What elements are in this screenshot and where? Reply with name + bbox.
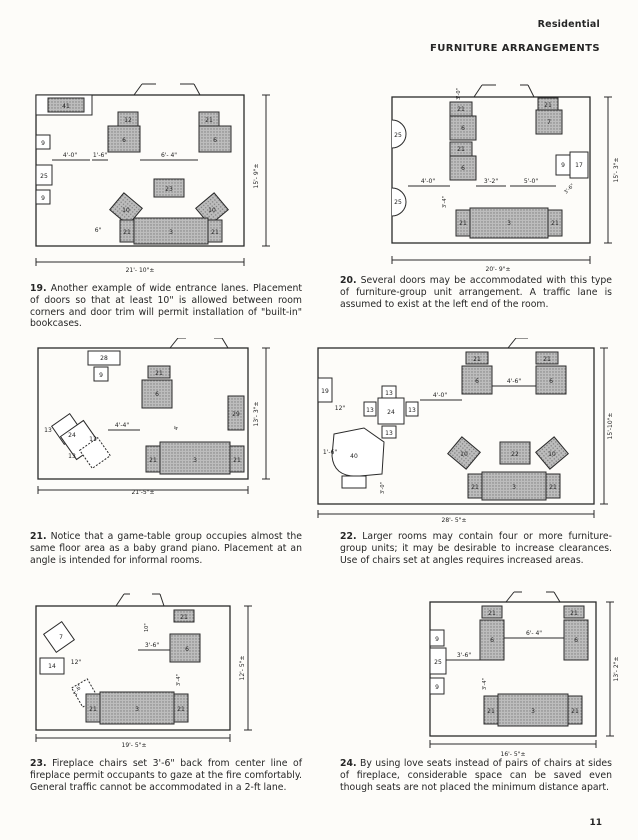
floor-plan-22 bbox=[312, 338, 618, 523]
svg-text:25: 25 bbox=[394, 199, 402, 206]
svg-text:6: 6 bbox=[574, 637, 578, 644]
svg-text:21: 21 bbox=[571, 708, 579, 715]
svg-text:12: 12 bbox=[124, 117, 132, 124]
svg-text:1'-6": 1'-6" bbox=[72, 683, 84, 697]
svg-text:12'- 5"±: 12'- 5"± bbox=[239, 655, 246, 681]
svg-text:20'- 9"±: 20'- 9"± bbox=[485, 266, 511, 273]
svg-text:29: 29 bbox=[232, 411, 240, 418]
svg-text:9: 9 bbox=[41, 140, 45, 147]
svg-text:23: 23 bbox=[165, 186, 173, 193]
section-label: Residential bbox=[537, 19, 600, 30]
svg-text:3'-6": 3'-6" bbox=[456, 652, 472, 659]
floor-plan-19 bbox=[30, 80, 280, 275]
svg-text:6: 6 bbox=[122, 137, 126, 144]
svg-text:9: 9 bbox=[561, 162, 565, 169]
caption-24: 24. By using love seats instead of pairs of chairs at sides of fireplace, considerable space can be saved even though seats are not placed the minimum distance apart. bbox=[340, 758, 612, 793]
svg-text:13: 13 bbox=[44, 427, 52, 434]
svg-text:21: 21 bbox=[544, 102, 552, 109]
svg-text:21: 21 bbox=[149, 457, 157, 464]
svg-text:6: 6 bbox=[185, 646, 189, 653]
svg-text:13'- 2"±: 13'- 2"± bbox=[613, 656, 620, 682]
svg-text:21: 21 bbox=[180, 614, 188, 621]
svg-text:3'-0": 3'-0" bbox=[380, 482, 386, 494]
svg-text:21'-5"±: 21'-5"± bbox=[131, 489, 155, 496]
caption-23: 23. Fireplace chairs set 3'-6" back from center line of fireplace permit occupants to gaze at the fire comfortably. General traffic cannot be accommodated in a 2-ft lane. bbox=[30, 758, 302, 793]
svg-text:15'- 9"±: 15'- 9"± bbox=[253, 163, 260, 189]
svg-text:19: 19 bbox=[321, 388, 329, 395]
svg-text:6'- 4": 6'- 4" bbox=[160, 152, 178, 159]
svg-text:3'-0": 3'-0" bbox=[456, 88, 462, 100]
svg-text:3'-4": 3'-4" bbox=[482, 678, 488, 690]
floor-plan-20 bbox=[388, 80, 620, 275]
svg-text:15'-10"±: 15'-10"± bbox=[607, 412, 614, 440]
svg-text:3'-6": 3'-6" bbox=[563, 182, 576, 196]
svg-text:28'- 5"±: 28'- 5"± bbox=[441, 517, 467, 523]
svg-text:4'-6": 4'-6" bbox=[506, 378, 522, 385]
svg-text:6: 6 bbox=[461, 165, 465, 172]
svg-text:13: 13 bbox=[89, 436, 97, 443]
svg-text:13: 13 bbox=[385, 430, 393, 437]
svg-text:12": 12" bbox=[334, 405, 346, 412]
svg-text:3: 3 bbox=[531, 708, 535, 715]
svg-text:21: 21 bbox=[551, 220, 559, 227]
page-title: FURNITURE ARRANGEMENTS bbox=[430, 43, 600, 54]
svg-text:13'- 3"±: 13'- 3"± bbox=[253, 401, 260, 427]
svg-text:7: 7 bbox=[59, 634, 63, 641]
svg-text:4': 4' bbox=[174, 425, 180, 430]
svg-text:4'-4": 4'-4" bbox=[114, 422, 130, 429]
svg-text:41: 41 bbox=[62, 103, 70, 110]
svg-text:21: 21 bbox=[177, 706, 185, 713]
svg-text:10": 10" bbox=[144, 623, 150, 632]
svg-text:3: 3 bbox=[193, 457, 197, 464]
svg-text:6: 6 bbox=[213, 137, 217, 144]
svg-text:3'-6": 3'-6" bbox=[144, 642, 160, 649]
svg-text:21: 21 bbox=[549, 484, 557, 491]
svg-text:25: 25 bbox=[394, 132, 402, 139]
svg-text:9: 9 bbox=[99, 372, 103, 379]
svg-text:21: 21 bbox=[233, 457, 241, 464]
svg-text:21: 21 bbox=[487, 708, 495, 715]
svg-text:6: 6 bbox=[549, 378, 553, 385]
svg-text:22: 22 bbox=[511, 451, 519, 458]
svg-text:5'-0": 5'-0" bbox=[523, 178, 539, 185]
svg-text:21: 21 bbox=[488, 610, 496, 617]
svg-text:24: 24 bbox=[387, 409, 395, 416]
svg-text:13: 13 bbox=[68, 453, 76, 460]
svg-text:21: 21 bbox=[205, 117, 213, 124]
floor-plan-21 bbox=[30, 338, 280, 500]
caption-22: 22. Larger rooms may contain four or more furniture-group units; it may be desirable to increase clearances. Use of chairs set at angles requires increased areas. bbox=[340, 531, 612, 566]
svg-text:9: 9 bbox=[435, 636, 439, 643]
svg-text:1'-6": 1'-6" bbox=[322, 449, 338, 456]
svg-text:12": 12" bbox=[70, 659, 82, 666]
svg-text:17: 17 bbox=[575, 162, 583, 169]
svg-text:21'- 10"±: 21'- 10"± bbox=[125, 267, 155, 274]
svg-text:6: 6 bbox=[490, 637, 494, 644]
svg-text:40: 40 bbox=[350, 453, 358, 460]
svg-text:9: 9 bbox=[435, 684, 439, 691]
svg-text:3'-2": 3'-2" bbox=[483, 178, 499, 185]
svg-text:21: 21 bbox=[543, 356, 551, 363]
svg-text:28: 28 bbox=[100, 355, 108, 362]
svg-text:6": 6" bbox=[94, 227, 102, 234]
svg-text:4'-0": 4'-0" bbox=[432, 392, 448, 399]
svg-text:19'- 5"±: 19'- 5"± bbox=[121, 742, 147, 749]
svg-text:6: 6 bbox=[475, 378, 479, 385]
page-number: 11 bbox=[589, 818, 602, 828]
svg-text:16'- 5"±: 16'- 5"± bbox=[500, 751, 526, 758]
svg-text:24: 24 bbox=[68, 432, 76, 439]
svg-text:10: 10 bbox=[208, 207, 216, 214]
floor-plan-24 bbox=[424, 590, 620, 760]
svg-text:21: 21 bbox=[473, 356, 481, 363]
svg-text:10: 10 bbox=[460, 451, 468, 458]
svg-text:13: 13 bbox=[385, 390, 393, 397]
svg-text:21: 21 bbox=[570, 610, 578, 617]
svg-text:21: 21 bbox=[89, 706, 97, 713]
svg-text:10: 10 bbox=[122, 207, 130, 214]
svg-text:3'-4": 3'-4" bbox=[442, 196, 448, 208]
svg-text:21: 21 bbox=[459, 220, 467, 227]
svg-text:21: 21 bbox=[155, 370, 163, 377]
svg-text:6: 6 bbox=[155, 391, 159, 398]
svg-text:21: 21 bbox=[211, 229, 219, 236]
svg-text:13: 13 bbox=[408, 407, 416, 414]
svg-text:15'- 3"±: 15'- 3"± bbox=[613, 157, 620, 183]
svg-text:21: 21 bbox=[457, 146, 465, 153]
caption-21: 21. Notice that a game-table group occupies almost the same floor area as a baby grand piano. Placement at an angle is intended for informal rooms. bbox=[30, 531, 302, 566]
caption-19: 19. Another example of wide entrance lanes. Placement of doors so that at least 10" is allowed between room corners and door trim will permit installation of "built-in" bookcases. bbox=[30, 283, 302, 330]
svg-text:4'-0": 4'-0" bbox=[62, 152, 78, 159]
svg-text:3: 3 bbox=[512, 484, 516, 491]
svg-text:10: 10 bbox=[548, 451, 556, 458]
svg-text:9: 9 bbox=[41, 195, 45, 202]
svg-text:1'-6": 1'-6" bbox=[92, 152, 108, 159]
svg-text:4'-0": 4'-0" bbox=[420, 178, 436, 185]
svg-text:3: 3 bbox=[169, 229, 173, 236]
svg-text:25: 25 bbox=[40, 173, 48, 180]
svg-text:3'-4": 3'-4" bbox=[176, 674, 182, 686]
svg-text:14: 14 bbox=[48, 663, 56, 670]
svg-text:6: 6 bbox=[461, 125, 465, 132]
svg-text:6'- 4": 6'- 4" bbox=[525, 630, 543, 637]
svg-text:25: 25 bbox=[434, 659, 442, 666]
svg-text:3: 3 bbox=[135, 706, 139, 713]
svg-text:3: 3 bbox=[507, 220, 511, 227]
svg-text:7: 7 bbox=[547, 119, 551, 126]
svg-text:21: 21 bbox=[457, 106, 465, 113]
floor-plan-23 bbox=[30, 590, 280, 752]
caption-20: 20. Several doors may be accommodated with this type of furniture-group unit arrangement. A traffic lane is assumed to exist at the left end of the room. bbox=[340, 275, 612, 310]
svg-text:21: 21 bbox=[471, 484, 479, 491]
svg-text:21: 21 bbox=[123, 229, 131, 236]
svg-text:13: 13 bbox=[366, 407, 374, 414]
